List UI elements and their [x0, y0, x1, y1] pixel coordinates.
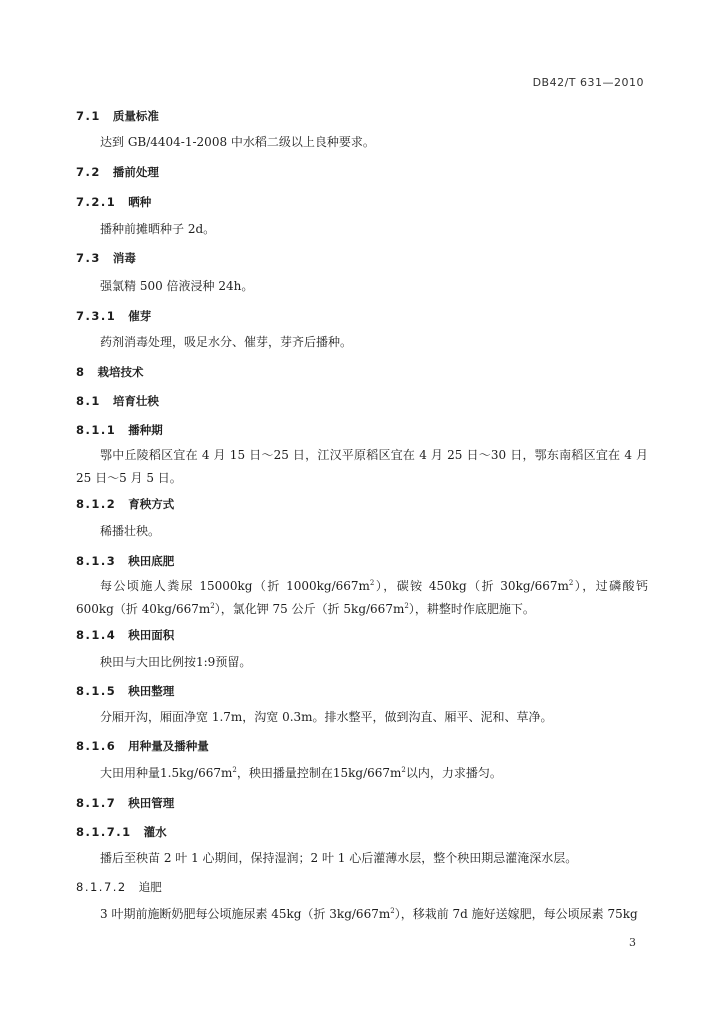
- section-number: 8: [76, 365, 86, 379]
- section-title: 秧田整理: [128, 684, 175, 698]
- text-run: ），氯化钾 75 公斤（折 5kg/667m: [214, 602, 405, 616]
- heading-8-1-3: [76, 553, 174, 569]
- heading-8-1-6: [76, 738, 209, 754]
- section-number: 8.1.6: [76, 739, 117, 753]
- heading-7-2-1: [76, 194, 151, 210]
- superscript: 2: [401, 766, 406, 774]
- section-title: 秧田底肥: [128, 554, 175, 568]
- superscript: 2: [210, 602, 215, 610]
- text-run: 以内，力求播匀。: [405, 766, 502, 780]
- paragraph-8-1-1: 鄂中丘陵稻区宜在 4 月 15 日～25 日，江汉平原稻区宜在 4 月 25 日～30 日，鄂东南稻区宜在 4 月 25 日～5 月 5 日。: [76, 448, 648, 485]
- superscript: 2: [568, 579, 574, 587]
- section-number: 8.1.1: [76, 423, 117, 437]
- paragraph-8-1-4: 秧田与大田比例按1:9预留。: [100, 655, 252, 669]
- section-title: 质量标准: [112, 109, 159, 123]
- paragraph-7-3-1: 药剂消毒处理，吸足水分、催芽，芽齐后播种。: [100, 335, 353, 349]
- section-number: 8.1.5: [76, 684, 117, 698]
- section-title: 消毒: [112, 251, 136, 265]
- section-number: 8.1.4: [76, 628, 117, 642]
- heading-8-1-2: [76, 496, 174, 512]
- text-run: 3 叶期前施断奶肥每公顷施尿素 45kg（折 3kg/667m: [100, 907, 391, 921]
- heading-8-1-7-2: [76, 879, 162, 895]
- paragraph-7-3: 强氯精 500 倍液浸种 24h。: [100, 279, 254, 293]
- section-title: 栽培技术: [97, 365, 144, 379]
- text-run: ，秧田播量控制在15kg/667m: [236, 766, 402, 780]
- text-run: ），耕整时作底肥施下。: [408, 602, 535, 616]
- heading-7-1: [76, 108, 159, 124]
- section-number: 7.2.1: [76, 195, 117, 209]
- paragraph-7-1: 达到 GB/4404-1-2008 中水稻二级以上良种要求。: [100, 135, 375, 149]
- heading-7-3: [76, 250, 136, 266]
- section-title: 秧田管理: [128, 796, 175, 810]
- heading-8: [76, 364, 144, 380]
- text-run: 大田用种量1.5kg/667m: [100, 766, 233, 780]
- section-number: 8.1: [76, 394, 101, 408]
- section-number: 7.1: [76, 109, 101, 123]
- superscript: 2: [369, 579, 375, 587]
- superscript: 2: [390, 907, 395, 915]
- section-number: 7.3: [76, 251, 101, 265]
- section-number: 8.1.7.2: [76, 880, 127, 894]
- paragraph-8-1-3: [76, 575, 648, 621]
- section-title: 播种期: [128, 423, 163, 437]
- section-title: 催芽: [128, 309, 152, 323]
- text-run: ），移栽前 7d 施好送嫁肥，每公顷尿素 75kg: [394, 907, 638, 921]
- paragraph-8-1-6: [76, 762, 648, 785]
- heading-8-1: [76, 393, 159, 409]
- page-number: 3: [629, 936, 636, 949]
- paragraph-8-1-2: 稀播壮秧。: [100, 524, 161, 538]
- paragraph-8-1-5: 分厢开沟，厢面净宽 1.7m，沟宽 0.3m。排水整平，做到沟直、厢平、泥和、草净。: [100, 710, 553, 724]
- paragraph-8-1-7-1: 播后至秧苗 2 叶 1 心期间，保持湿润；2 叶 1 心后灌薄水层，整个秧田期忌灌淹深水层。: [100, 851, 578, 865]
- section-title: 播前处理: [112, 165, 159, 179]
- section-number: 8.1.7: [76, 796, 117, 810]
- section-number: 7.3.1: [76, 309, 117, 323]
- section-title: 培育壮秧: [112, 394, 159, 408]
- heading-8-1-1: [76, 422, 163, 438]
- text-run: ），碳铵 450kg（折 30kg/667m: [374, 579, 569, 593]
- text-run: ），过磷酸钙 600kg（折 40kg/667m: [76, 579, 648, 616]
- heading-7-3-1: [76, 308, 151, 324]
- section-title: 育秧方式: [128, 497, 175, 511]
- section-number: 8.1.3: [76, 554, 117, 568]
- superscript: 2: [232, 766, 237, 774]
- superscript: 2: [404, 602, 409, 610]
- heading-8-1-5: [76, 683, 174, 699]
- text-run: 每公顷施人粪尿 15000kg（折 1000kg/667m: [100, 579, 370, 593]
- section-title: 用种量及播种量: [128, 739, 209, 753]
- doc-code: DB42/T 631—2010: [532, 76, 644, 89]
- heading-8-1-4: [76, 627, 174, 643]
- heading-8-1-7: [76, 795, 174, 811]
- heading-7-2: [76, 164, 159, 180]
- section-title: 秧田面积: [128, 628, 175, 642]
- section-title: 灌水: [143, 825, 167, 839]
- paragraph-7-2-1: 播种前摊晒种子 2d。: [100, 222, 216, 236]
- section-number: 8.1.7.1: [76, 825, 132, 839]
- section-title: 追肥: [138, 880, 162, 894]
- section-number: 7.2: [76, 165, 101, 179]
- section-number: 8.1.2: [76, 497, 117, 511]
- paragraph-8-1-7-2: [76, 903, 648, 926]
- heading-8-1-7-1: [76, 824, 167, 840]
- section-title: 晒种: [128, 195, 152, 209]
